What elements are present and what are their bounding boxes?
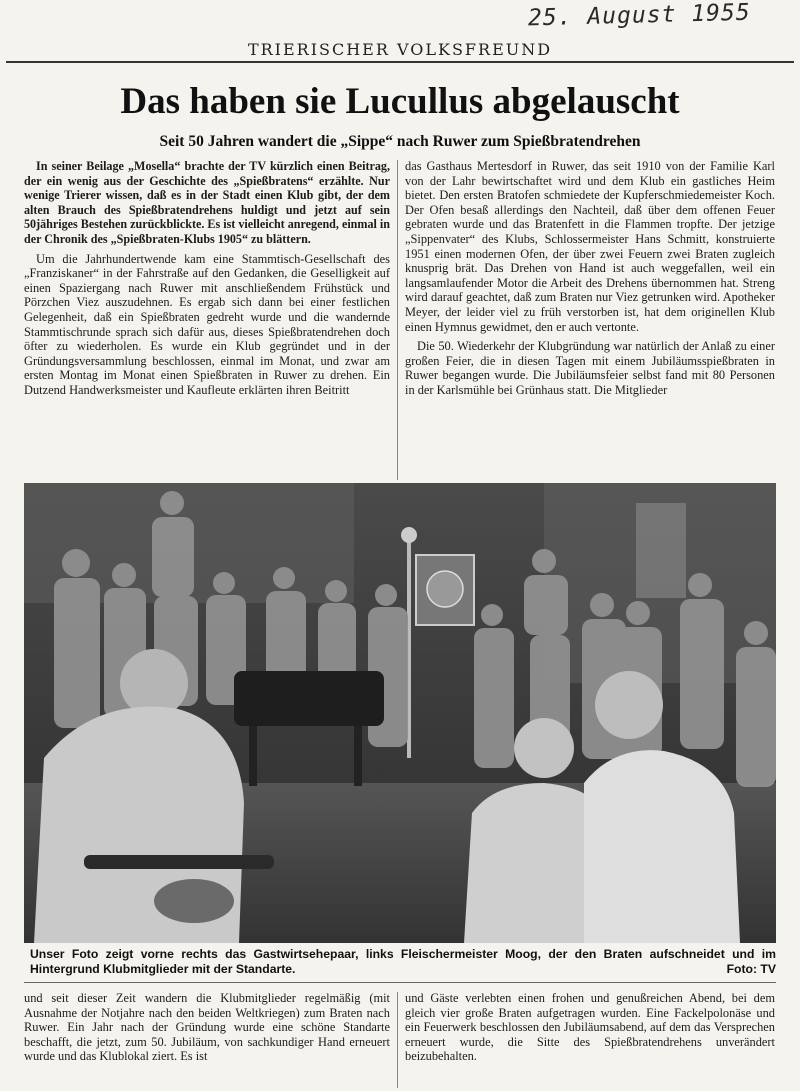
left-column-top xyxy=(24,159,390,480)
masthead-rule xyxy=(6,61,794,63)
newspaper-name: TRIERISCHER VOLKSFREUND xyxy=(247,40,553,59)
paragraph-jubilee: Die 50. Wiederkehr der Klubgründung war natürlich der Anlaß zu einer großen Feier, die in diesen Tagen mit einem Jubiläumsspießbraten in Ruwer begangen wurde. Die Jubiläumsfeier selbst fand mit 80 Personen in der Karlsmühle bei Grünhaus statt. Die Mitglieder xyxy=(405,339,775,397)
lead-paragraph: In seiner Beilage „Mosella“ brachte der TV kürzlich einen Beitrag, der ein wenig aus der Geschichte des „Spießbratens“ erzählte. Nur wenige Trierer wissen, daß es in der Stadt einen Klub gibt, der dem alten Brauch des Spießbratendrehens huldigt und jetzt auf sein 50jähriges Bestehen zurückblickte. Es ist vielleicht anregend, einmal in der Chronik des „Spießbraten-Klubs 1905“ zu blättern. xyxy=(24,159,390,246)
right-column-bottom xyxy=(405,991,775,1087)
right-column-top xyxy=(405,159,775,480)
left-column-bottom xyxy=(24,991,390,1087)
paragraph-history: Um die Jahrhundertwende kam eine Stammtisch-Gesellschaft des „Franziskaner“ in der Fahrstraße auf den Gedanken, die Geselligkeit auf einen Spaziergang nach Ruwer mit anschließendem Frühstück und Pörzchen Viez auszudehnen. Es ergab sich dann bei einer festlichen Gelegenheit, daß ein Spießbraten gedreht wurde und die wandernde Stammtischrunde sprach sich dafür aus, dieses Spießbratendrehen doch öfter zu wiederholen. Es wurde ein Klub gegründet und in der Gründungsversammlung beschlossen, einmal im Monat, und zwar am ersten Montag im Monat einen Spießbraten in Ruwer zu drehen. Ein Dutzend Handwerksmeister und Kaufleute erklärten ihren Beitritt xyxy=(24,251,390,397)
paragraph-gasthaus: das Gasthaus Mertesdorf in Ruwer, das seit 1910 von der Familie Karl von der Lahr bewirtschaftet wird und dem Klub ein gastliches Heim bietet. Den ersten Bratofen schmiedete der Kupferschmiedemeister Koch. Der Ofen besaß allerdings den Nachteil, daß über dem offenen Feuer gebraten wurde und das Bratenfett in die Flammen tropfte. Der jetzige „Sippenvater“ des Klubs, Schlossermeister Hans Schmitt, konstruierte 1951 einen modernen Ofen, der über zwei Feuern zwei Braten zugleich knusprig brät. Das Drehen von Hand ist auch weggefallen, weil ein langsamlaufender Motor die Arbeit des Drehens übernommen hat. Streng wird darauf geachtet, daß zum Braten nur Viez getrunken wird. Apotheker Meyer, der leider viel zu früh verstorben ist, hat dem originellen Klub einen Hymnus gewidmet, den er auch vertonte. xyxy=(405,159,775,334)
paragraph-tradition: und seit dieser Zeit wandern die Klubmitglieder regelmäßig (mit Ausnahme der Notjahre nach den beiden Weltkriegen) zum Braten nach Ruwer. Ein Jahr nach der Gründung wurde eine schöne Standarte beschafft, die jetzt, zum 50. Jubiläum, von sachkundiger Hand erneuert wurde und das Klublokal ziert. Es ist xyxy=(24,991,390,1064)
column-divider-top xyxy=(397,160,398,480)
handwritten-date: 25. August 1955 xyxy=(527,0,751,32)
subheadline: Seit 50 Jahren wandert die „Sippe“ nach Ruwer zum Spießbratendrehen xyxy=(159,133,641,150)
column-divider-bottom xyxy=(397,992,398,1088)
headline: Das haben sie Lucullus abgelauscht xyxy=(120,81,680,122)
caption-text: Unser Foto zeigt vorne rechts das Gastwirtsehepaar, links Fleischermeister Moog, der den Braten aufschneidet und im Hintergrund Klubmitglieder mit der Standarte. xyxy=(30,947,776,976)
photo-credit: Foto: TV xyxy=(726,962,776,976)
article-photo xyxy=(24,483,776,943)
photo-illustration xyxy=(24,483,776,943)
caption-rule xyxy=(24,982,776,983)
paragraph-celebration: und Gäste verlebten einen frohen und genußreichen Abend, bei dem gleich vier große Braten aufgetragen wurden. Eine Fackelpolonäse und ein Feuerwerk beschlossen den Jubiläumsabend, auf dem das Versprechen erneuert wurde, die Sitte des Spießbratendrehens unverändert beizubehalten. xyxy=(405,991,775,1064)
photo-caption xyxy=(30,947,776,977)
